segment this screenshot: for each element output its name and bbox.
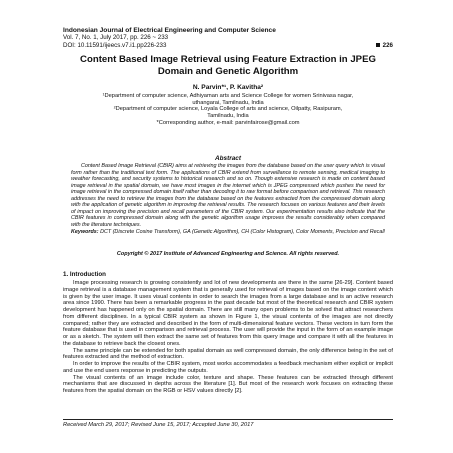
received-dates: Received March 29, 2017; Revised June 15, 2017; Accepted June 30, 2017 [63,422,254,428]
section-heading: 1. Introduction [63,271,106,278]
body-paragraph: In order to improve the results of the CBIR system, most works accommodates a feedback mechanism either explicit or implicit and use the end users response in predicting the outputs. [63,361,393,374]
affiliations [63,93,393,127]
journal-header [63,27,393,49]
body-paragraph: The visual contents of an image include color, texture and shape. These features can be extracted through different mechanisms that are discussed in depths across the literature [1]. But most of the research work focuses on extracting these features from the spatial domain on the RGB or HSV values directly [2]. [63,374,393,394]
affiliation-line: ¹Department of computer science, Adhiyaman arts and Science College for women Srinivasa nagar, [102,93,354,99]
abstract-heading: Abstract [215,155,241,162]
copyright-notice: Copyright © 2017 Institute of Advanced Engineering and Science. All rights reserved. [116,251,340,257]
keywords-text: DCT (Discrete Cosine Transform), GA (Genetic Algorithm), CH (Color Histogram), Color Moments, Precision and Recall [100,229,385,235]
author-list: N. Parvin*¹, P. Kavitha² [192,84,264,91]
section-body [63,280,393,395]
journal-volume: Vol. 7, No. 1, July 2017, pp. 226 ~ 233 [63,34,169,42]
journal-doi: DOI: 10.11591/ijeecs.v7.i1.pp226-233 [63,41,167,49]
body-paragraph: The same principle can be extended for both spatial domain as well compressed domain, the only difference being in the set of features extracted and the method of extraction. [63,347,393,361]
page-number [376,42,393,49]
page-number-value: 226 [382,41,393,49]
footer-divider [63,419,393,420]
paper-title: Content Based Image Retrieval using Feature Extraction in JPEG Domain and Genetic Algorithm [80,54,376,77]
journal-name: Indonesian Journal of Electrical Engineering and Computer Science [63,27,276,34]
abstract-text: Content Based Image Retrieval (CBIR) aims at retrieving the images from the database based on the user query which is visual form rather than the traditional text form. The applications of CBIR extend from surveillance to remote sensing, medical imaging to weather forecasting, and security systems to historical research and so on. Though extensive research is made on content based image retrieval in the spatial domain, we have most images in the internet which is JPEG compressed which pushes the need for image retrieval in the compressed domain itself rather than decoding it to raw format before comparison and retrieval. This research addresses the need to retrieve the images from the database based on the features extracted from the compressed domain along with the application of genetic algorithm in improving the retrieval results. The research focuses on various features and their levels of impact on improving the precision and recall parameters of the CBIR system. Our experimentation results also indicate that the CBIR features in compressed domain along with the genetic algorithm usage improves the results considerably when compared with the literature techniques. [71,163,385,228]
affiliation-line: Tamilnadu, India [207,113,249,120]
body-paragraph: Image processing research is growing consistently and lot of new developments are there in the same [26-29]. Content based image retrieval is a database management system that is generally used for retrieval of images based on the image content which is given by the user image. It uses visual contents in order to search the images from a large database and is an active research area since 1990. There has been a remarkable progress in the past decade but most of the theoretical research and CBIR system development has happened only on the spatial domain. There are still many open problems to be solved that attract researchers from different disciplines. In a typical CBIR system as shown in Figure 1, the visual contents of the images are not directly compared; rather they are extracted and described in the form of multi-dimensional feature vectors. These vectors in turn form the feature database that is used in comparison and retrieval process. The user will provide the input in the form of an example image or as a sketch. The system will then extract the same set of features from this query image and compare it with all the features in the database to retrieve back the closest ones. [63,280,393,347]
keywords [71,229,385,236]
keywords-label: Keywords: [71,229,99,235]
affiliation-line: uthangarai, Tamilnadu, India [192,99,264,106]
affiliation-line: ²Department of computer science, Loyala College of arts and science, Oilpatty, Rasipuram, [113,106,343,113]
square-bullet-icon [376,43,380,47]
corresponding-author-email: *Corresponding author, e-mail: parvinfairose@gmail.com [156,119,300,126]
